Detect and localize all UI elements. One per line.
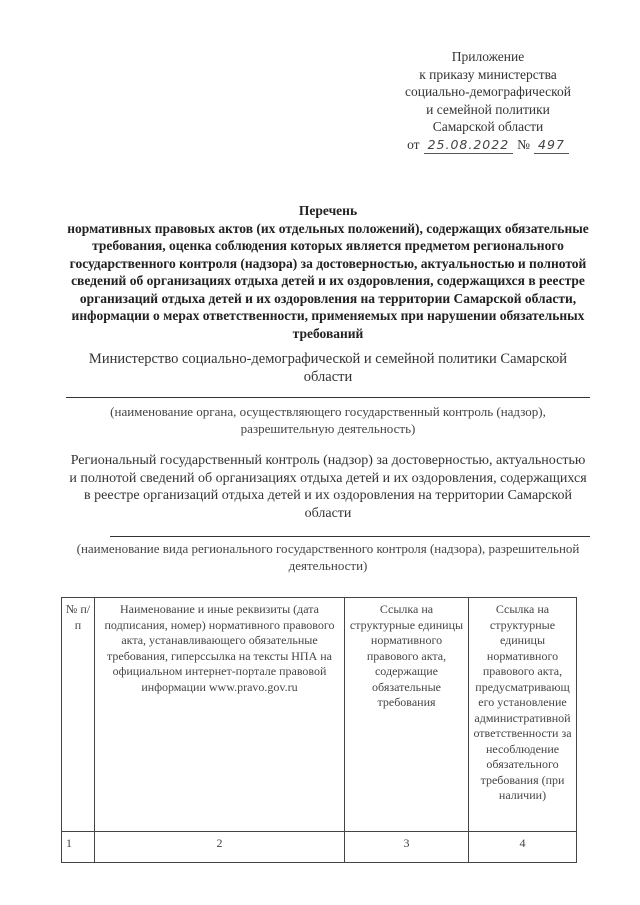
number-prefix: № (517, 136, 531, 152)
annex-line: Самарской области (432, 119, 544, 134)
date-prefix: от (407, 136, 420, 152)
table-header-row (62, 598, 577, 832)
organ-name: Министерство социально-демографической и семейной политики Самарской области (88, 351, 568, 385)
header-cell-act-details: Наименование и иные реквизиты (дата подписания, номер) нормативного правового акта, устанавливающего обязательные требования, гиперссылка на тексты НПА на официальном интернет-портале правовой информации www.pravo.gov.ru (95, 598, 345, 832)
header-cell-liability-link: Ссылка на структурные единицы нормативного правового акта, предусматривающ его установление административной ответственности за несоблюдение обязательного требования (при наличии) (469, 598, 577, 832)
handwritten-date: 25.08.2022 (424, 136, 514, 155)
title-heading: Перечень (298, 203, 358, 218)
header-cell-requirements-link: Ссылка на структурные единицы нормативного правового акта, содержащие обязательные требования (345, 598, 469, 832)
organ-underline (66, 397, 590, 398)
document-title (66, 202, 590, 342)
table-row (62, 832, 577, 863)
annex-line: Приложение (451, 49, 525, 64)
title-body: нормативных правовых актов (их отдельных положений), содержащих обязательные требования, оценка соблюдения которых является предметом регионального государственного контроля (надзора) за достоверностью, актуальностью и полнотой сведений об организациях отдыха детей и их оздоровления, содержащихся в реестре организаций отдыха детей и их оздоровления на территории Самарской области, информации о мерах ответственности, применяемых при нарушении обязательных требований (67, 220, 589, 341)
organ-caption: (наименование органа, осуществляющего государственный контроль (надзор), разрешительную деятельность) (110, 404, 546, 436)
header-cell-number: № п/п (62, 598, 95, 832)
control-underline (110, 536, 590, 537)
column-number-cell: 2 (95, 832, 345, 863)
annex-line: к приказу министерства (419, 66, 557, 82)
control-type-name: Региональный государственный контроль (надзор) за достоверностью, актуальностью и полнотой сведений об организациях отдыха детей и их оздоровления, содержащихся в реестре организаций отдыха детей и их оздоровления на территории Самарской области (69, 453, 587, 521)
handwritten-number: 497 (534, 136, 569, 155)
annex-line: и семейной политики (426, 101, 550, 117)
acts-table (61, 597, 577, 863)
order-date-line (368, 136, 608, 155)
annex-line: социально-демографической (404, 84, 572, 99)
column-number-cell: 4 (469, 832, 577, 863)
control-caption: (наименование вида регионального государственного контроля (надзора), разрешительной деятельности) (76, 541, 580, 573)
column-number-cell: 3 (345, 832, 469, 863)
annex-block (368, 48, 608, 154)
column-number-cell: 1 (62, 832, 95, 863)
